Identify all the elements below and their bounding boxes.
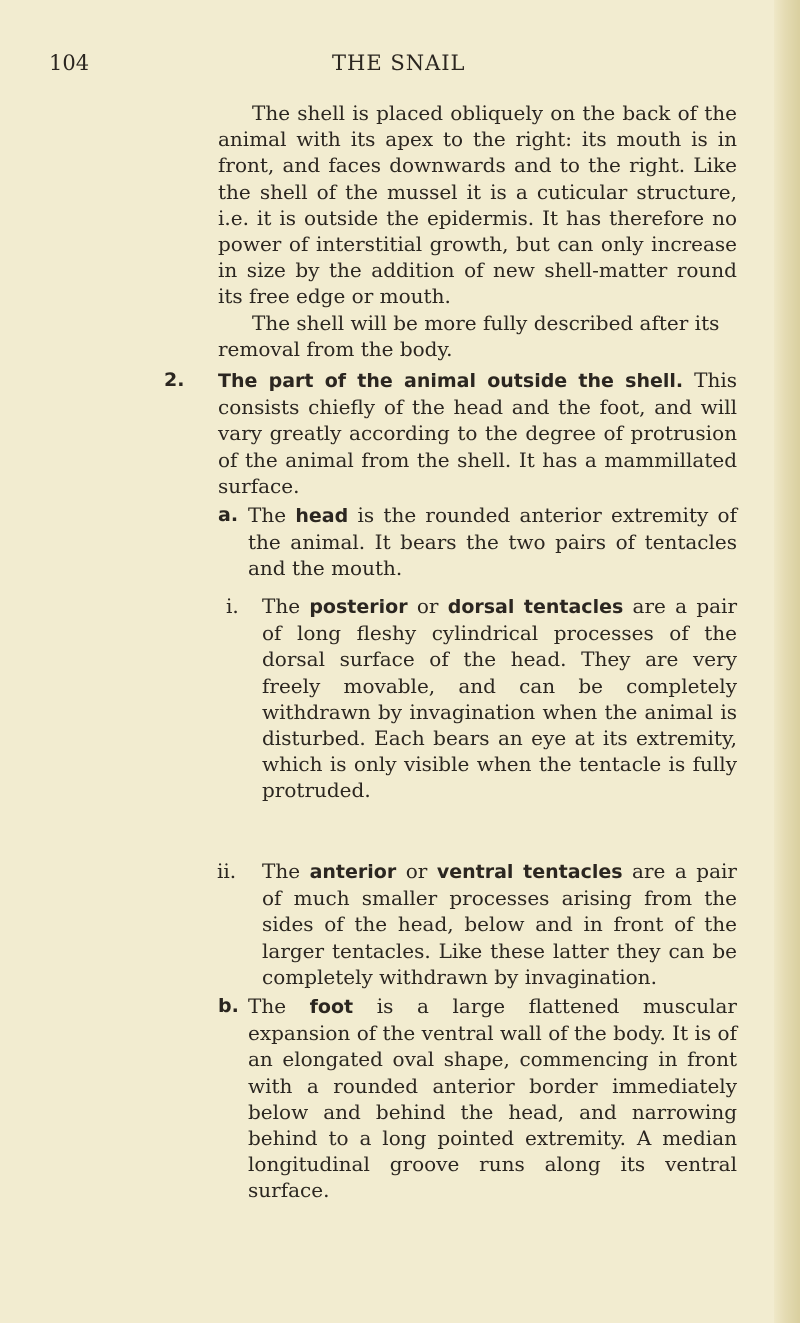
page-edge-shadow — [774, 0, 800, 1323]
term-head: head — [295, 505, 349, 527]
term-foot: foot — [309, 996, 354, 1018]
term-dorsal-tentacles: dorsal tentacles — [447, 596, 624, 618]
term-posterior: posterior — [309, 596, 408, 618]
section-2-outside-shell — [164, 367, 737, 499]
subsection-marker: i. — [226, 594, 239, 618]
subsection-i-posterior-tentacles — [226, 593, 737, 804]
subsection-lead: The — [248, 994, 310, 1018]
subsection-ii-anterior-tentacles — [217, 858, 737, 990]
subsection-marker: a. — [218, 504, 239, 526]
subsection-mid: or — [396, 859, 437, 883]
subsection-text: are a pair of much smaller processes arising from the sides of the head, below and in front of the larger tentacles. Like these latter they can be completely withdrawn by invagination. — [262, 859, 737, 989]
subsection-a-head — [218, 502, 737, 582]
subsection-mid: or — [407, 594, 448, 618]
subsection-lead: The — [262, 594, 310, 618]
page-number: 104 — [49, 51, 90, 75]
subsection-text: is a large flattened muscular expansion of the ventral wall of the body. It is of an elongated oval shape, commencing in front with a rounded anterior border immediately below and behind the head, and narrowing behind to a long pointed extremity. A median longitudinal groove runs along its ventral surface. — [248, 994, 737, 1203]
subsection-b-foot — [218, 993, 737, 1204]
running-title: THE SNAIL — [332, 51, 466, 75]
section-heading: The part of the animal outside the shell. — [218, 370, 684, 392]
subsection-text: is the rounded anterior extremity of the animal. It bears the two pairs of tentacles and the mouth. — [248, 503, 737, 581]
subsection-text: are a pair of long fleshy cylindrical processes of the dorsal surface of the head. They are very freely movable, and can be completely withdrawn by invagination when the animal is disturbed. Each bears an eye at its extremity, which is only visible when the tentacle is fully protruded. — [262, 594, 737, 803]
paragraph-shell-description-note: The shell will be more fully described after its removal from the body. — [218, 311, 720, 362]
section-marker: 2. — [164, 369, 185, 391]
term-anterior: anterior — [309, 861, 397, 883]
subsection-marker: ii. — [217, 859, 237, 883]
section-text: This consists chiefly of the head and the foot, and will vary greatly according to the degree of protrusion of the animal from the shell. It has a mammillated surface. — [218, 368, 737, 498]
subsection-lead: The — [248, 503, 296, 527]
term-ventral-tentacles: ventral tentacles — [436, 861, 623, 883]
subsection-marker: b. — [218, 995, 239, 1017]
paragraph-shell-position: The shell is placed obliquely on the back of the animal with its apex to the right: its mouth is in front, and faces downwards and to the right. Like the shell of the mussel it is a cuticular structure, i.e. it is outside the epidermis. It has therefore no power of interstitial growth, but can only increase in size by the addition of new shell-matter round its free edge or mouth. — [218, 101, 737, 309]
subsection-lead: The — [262, 859, 310, 883]
